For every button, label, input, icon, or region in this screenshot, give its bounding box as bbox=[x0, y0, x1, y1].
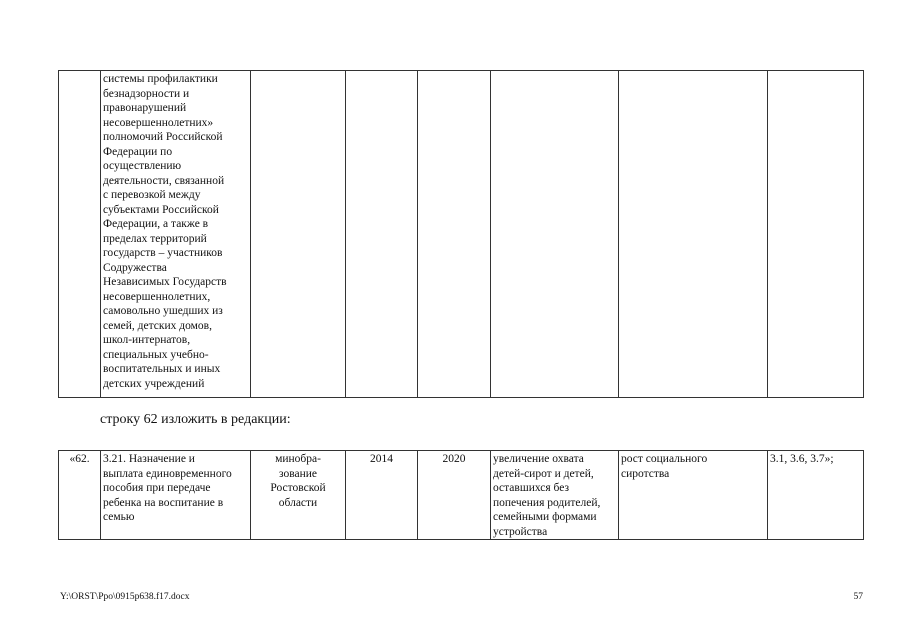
end-year-cell bbox=[418, 71, 491, 398]
measure-name-cell: 3.21. Назначение и выплата единовременного пособия при передаче ребенка на воспитание в семью bbox=[101, 451, 251, 540]
measure-name-cell: системы профилактики безнадзорности и правонарушений несовершеннолетних» полномочий Российской Федерации по осуществлению деятельности, связанной с перевозкой между субъектами Российской Федерации, а также в пределах территорий государств – участников Содружества Независимых Государств несовершеннолетних, самовольно ушедших из семей, детских домов, школ-интернатов, специальных учебно- воспитательных и иных детских учреждений bbox=[101, 71, 251, 398]
row-62-table bbox=[58, 450, 864, 540]
end-year-cell: 2020 bbox=[418, 451, 491, 540]
links-cell: 3.1, 3.6, 3.7»; bbox=[768, 451, 864, 540]
instruction-text: строку 62 изложить в редакции: bbox=[100, 412, 291, 427]
footer-file-path: Y:\ORST\Ppo\0915p638.f17.docx bbox=[60, 592, 190, 602]
table-row bbox=[59, 71, 864, 398]
row-number-cell: «62. bbox=[59, 451, 101, 540]
executor-cell: минобра- зование Ростовской области bbox=[251, 451, 346, 540]
consequence-cell bbox=[619, 71, 768, 398]
start-year-cell bbox=[346, 71, 418, 398]
number-cell bbox=[59, 71, 101, 398]
result-cell: увеличение охвата детей-сирот и детей, оставшихся без попечения родителей, семейными формами устройства bbox=[491, 451, 619, 540]
start-year-cell: 2014 bbox=[346, 451, 418, 540]
table-row bbox=[59, 451, 864, 540]
page-number: 57 bbox=[853, 592, 863, 602]
executor-cell bbox=[251, 71, 346, 398]
links-cell bbox=[768, 71, 864, 398]
consequence-cell: рост социального сиротства bbox=[619, 451, 768, 540]
continuation-table bbox=[58, 70, 864, 398]
result-cell bbox=[491, 71, 619, 398]
